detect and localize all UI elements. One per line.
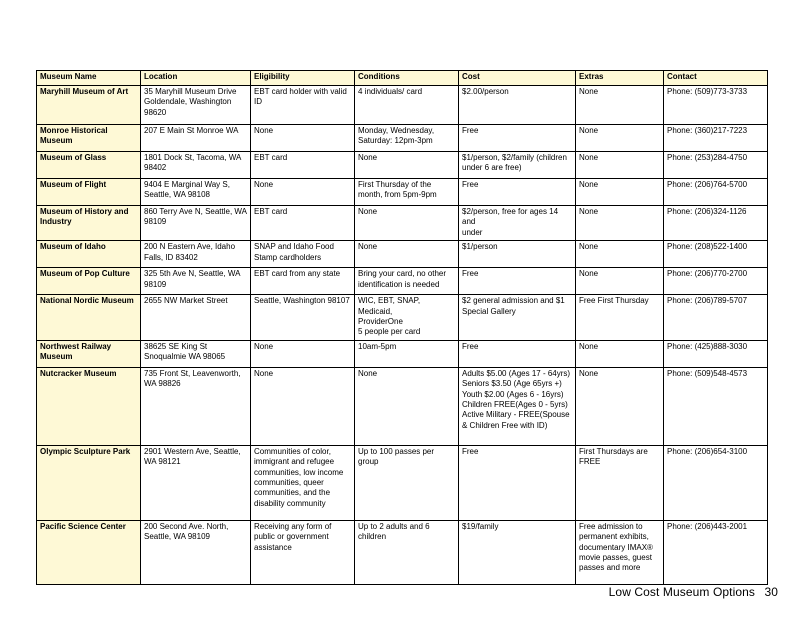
page-number: 30 xyxy=(764,585,778,599)
cost-line: $2/person, free for ages 14 and xyxy=(462,207,559,227)
cost-line: Free xyxy=(462,126,479,135)
contact-cell: Phone: (206)443-2001 xyxy=(664,520,768,584)
museum-name-cell: Museum of Pop Culture xyxy=(37,268,141,295)
eligibility-line: Communities of color, xyxy=(254,446,331,456)
location-line: 1801 Dock St, Tacoma, WA xyxy=(144,153,242,162)
cost-cell xyxy=(459,268,576,295)
extras-line: None xyxy=(579,269,599,279)
location-line: 735 Front St, Leavenworth, xyxy=(144,368,241,378)
location-cell xyxy=(141,367,251,445)
cost-line: $2.00/person xyxy=(462,87,509,96)
location-line: 98109 xyxy=(144,217,167,227)
extras-line: None xyxy=(579,242,599,252)
eligibility-line: communities, queer xyxy=(254,477,324,487)
table-row xyxy=(37,179,768,206)
cost-cell xyxy=(459,86,576,125)
eligibility-line: public or government xyxy=(254,532,329,542)
cost-cell xyxy=(459,295,576,341)
contact-cell: Phone: (425)888-3030 xyxy=(664,340,768,367)
museum-table xyxy=(36,70,768,585)
conditions-cell xyxy=(355,367,459,445)
extras-cell xyxy=(576,125,664,152)
extras-line: None xyxy=(579,368,599,378)
extras-line: permanent exhibits, xyxy=(579,532,649,542)
contact-cell: Phone: (509)773-3733 xyxy=(664,86,768,125)
eligibility-line: None xyxy=(254,368,274,378)
location-cell xyxy=(141,125,251,152)
eligibility-line: Stamp cardholders xyxy=(254,252,322,262)
location-cell xyxy=(141,268,251,295)
cost-line: Special Gallery xyxy=(462,306,516,316)
location-line: 98402 xyxy=(144,163,167,173)
location-line: WA 98121 xyxy=(144,457,181,467)
eligibility-line: communities, low income xyxy=(254,467,344,477)
extras-cell xyxy=(576,152,664,179)
location-cell xyxy=(141,445,251,520)
conditions-line: 4 individuals/ card xyxy=(358,87,423,96)
extras-cell xyxy=(576,340,664,367)
contact-cell: Phone: (206)764-5700 xyxy=(664,179,768,206)
cost-line: Active Military - FREE(Spouse xyxy=(462,410,570,420)
eligibility-cell xyxy=(251,86,355,125)
cost-line: Youth $2.00 (Ages 6 - 16yrs) xyxy=(462,389,564,399)
extras-line: None xyxy=(579,87,599,96)
extras-line: None xyxy=(579,180,599,189)
cost-line: under 6 are free) xyxy=(462,163,522,173)
table-row xyxy=(37,520,768,584)
cost-line: $1/person, $2/family (children xyxy=(462,153,567,162)
contact-cell: Phone: (253)284-4750 xyxy=(664,152,768,179)
museum-name-cell: Museum of History and Industry xyxy=(37,206,141,241)
location-line: Goldendale, Washington xyxy=(144,97,232,107)
conditions-cell xyxy=(355,125,459,152)
museum-name-cell: National Nordic Museum xyxy=(37,295,141,341)
extras-line: FREE xyxy=(579,457,601,467)
extras-line: First Thursdays are xyxy=(579,446,648,456)
extras-line: Free First Thursday xyxy=(579,296,649,306)
cost-cell xyxy=(459,125,576,152)
table-row xyxy=(37,152,768,179)
cost-line: Adults $5.00 (Ages 17 - 64yrs) xyxy=(462,368,571,378)
extras-line: None xyxy=(579,207,599,216)
extras-cell xyxy=(576,367,664,445)
contact-cell: Phone: (206)789-5707 xyxy=(664,295,768,341)
eligibility-cell xyxy=(251,241,355,268)
cost-line: Free xyxy=(462,341,479,351)
table-row xyxy=(37,86,768,125)
conditions-line: 5 people per card xyxy=(358,327,421,337)
conditions-line: None xyxy=(358,153,378,162)
eligibility-line: EBT card xyxy=(254,153,288,162)
cost-cell xyxy=(459,445,576,520)
eligibility-cell xyxy=(251,206,355,241)
header-museum-name: Museum Name xyxy=(37,71,141,86)
conditions-cell xyxy=(355,152,459,179)
conditions-cell xyxy=(355,268,459,295)
extras-cell xyxy=(576,241,664,268)
cost-line: Free xyxy=(462,269,479,279)
location-line: Seattle, WA 98108 xyxy=(144,190,210,200)
table-row xyxy=(37,445,768,520)
cost-cell xyxy=(459,520,576,584)
location-line: Seattle, WA 98109 xyxy=(144,532,210,542)
extras-cell xyxy=(576,206,664,241)
extras-cell xyxy=(576,295,664,341)
location-line: 98109 xyxy=(144,279,167,289)
cost-cell xyxy=(459,241,576,268)
location-cell xyxy=(141,86,251,125)
extras-cell xyxy=(576,445,664,520)
contact-cell: Phone: (208)522-1400 xyxy=(664,241,768,268)
eligibility-line: Seattle, Washington 98107 xyxy=(254,296,350,306)
eligibility-cell xyxy=(251,445,355,520)
cost-line: $2 general admission and $1 xyxy=(462,296,565,306)
header-eligibility: Eligibility xyxy=(251,71,355,86)
cost-line: & Children Free with ID) xyxy=(462,420,548,430)
cost-line: under xyxy=(462,227,483,237)
table-header-row xyxy=(37,71,768,86)
conditions-line: First Thursday of the xyxy=(358,180,432,189)
table-row xyxy=(37,367,768,445)
eligibility-cell xyxy=(251,152,355,179)
table-row xyxy=(37,241,768,268)
cost-line: $1/person xyxy=(462,242,498,252)
conditions-cell xyxy=(355,206,459,241)
eligibility-line: None xyxy=(254,126,274,135)
conditions-line: identification is needed xyxy=(358,279,440,289)
eligibility-line: assistance xyxy=(254,542,292,552)
extras-cell xyxy=(576,520,664,584)
extras-line: None xyxy=(579,126,599,135)
location-cell xyxy=(141,520,251,584)
museum-name-cell: Museum of Glass xyxy=(37,152,141,179)
location-line: 200 N Eastern Ave, Idaho xyxy=(144,242,236,252)
location-line: Falls, ID 83402 xyxy=(144,252,198,262)
conditions-cell xyxy=(355,340,459,367)
eligibility-cell xyxy=(251,520,355,584)
extras-cell xyxy=(576,86,664,125)
conditions-line: month, from 5pm-9pm xyxy=(358,190,437,200)
conditions-cell xyxy=(355,179,459,206)
eligibility-cell xyxy=(251,340,355,367)
location-line: 325 5th Ave N, Seattle, WA xyxy=(144,269,241,279)
location-line: 38625 SE King St xyxy=(144,341,208,351)
table-row xyxy=(37,295,768,341)
cost-cell xyxy=(459,340,576,367)
location-line: 2655 NW Market Street xyxy=(144,296,228,306)
conditions-line: WIC, EBT, SNAP, Medicaid, xyxy=(358,296,421,316)
eligibility-line: communities, and the xyxy=(254,488,331,498)
conditions-line: group xyxy=(358,457,379,467)
cost-cell xyxy=(459,206,576,241)
location-line: 9404 E Marginal Way S, xyxy=(144,180,230,189)
conditions-line: 10am-5pm xyxy=(358,341,397,351)
eligibility-line: None xyxy=(254,341,274,351)
conditions-line: Up to 2 adults and 6 xyxy=(358,521,430,531)
museum-name-cell: Nutcracker Museum xyxy=(37,367,141,445)
eligibility-cell xyxy=(251,125,355,152)
footer-title: Low Cost Museum Options xyxy=(608,585,755,599)
museum-name-cell: Northwest Railway Museum xyxy=(37,340,141,367)
conditions-line: ProviderOne xyxy=(358,316,403,326)
eligibility-line: EBT card from any state xyxy=(254,269,341,279)
extras-line: movie passes, guest xyxy=(579,552,652,562)
cost-cell xyxy=(459,152,576,179)
cost-line: Free xyxy=(462,180,479,189)
cost-cell xyxy=(459,179,576,206)
location-line: 207 E Main St Monroe WA xyxy=(144,126,239,135)
extras-cell xyxy=(576,268,664,295)
conditions-line: None xyxy=(358,207,378,216)
museum-name-cell: Museum of Flight xyxy=(37,179,141,206)
contact-cell: Phone: (206)654-3100 xyxy=(664,445,768,520)
eligibility-line: EBT card holder with valid xyxy=(254,87,347,96)
conditions-line: Saturday: 12pm-3pm xyxy=(358,136,433,146)
location-line: Snoqualmie WA 98065 xyxy=(144,352,226,362)
eligibility-line: ID xyxy=(254,97,262,107)
header-conditions: Conditions xyxy=(355,71,459,86)
eligibility-cell xyxy=(251,179,355,206)
page-footer xyxy=(609,585,778,599)
eligibility-cell xyxy=(251,367,355,445)
conditions-cell xyxy=(355,295,459,341)
eligibility-cell xyxy=(251,295,355,341)
table-row xyxy=(37,206,768,241)
header-cost: Cost xyxy=(459,71,576,86)
location-line: WA 98826 xyxy=(144,379,181,389)
extras-line: None xyxy=(579,341,599,351)
contact-cell: Phone: (206)770-2700 xyxy=(664,268,768,295)
eligibility-line: None xyxy=(254,180,274,189)
museum-name-cell: Monroe Historical Museum xyxy=(37,125,141,152)
extras-line: None xyxy=(579,153,599,162)
header-location: Location xyxy=(141,71,251,86)
conditions-line: None xyxy=(358,242,378,252)
extras-line: passes and more xyxy=(579,563,641,573)
contact-cell: Phone: (360)217-7223 xyxy=(664,125,768,152)
conditions-line: children xyxy=(358,532,387,542)
location-cell xyxy=(141,241,251,268)
location-line: 98620 xyxy=(144,107,167,117)
cost-line: Seniors $3.50 (Age 65yrs +) xyxy=(462,379,562,389)
museum-name-cell: Pacific Science Center xyxy=(37,520,141,584)
location-cell xyxy=(141,340,251,367)
eligibility-line: immigrant and refugee xyxy=(254,457,335,467)
eligibility-line: SNAP and Idaho Food xyxy=(254,242,334,252)
conditions-cell xyxy=(355,445,459,520)
museum-name-cell: Maryhill Museum of Art xyxy=(37,86,141,125)
cost-line: Free xyxy=(462,446,479,456)
table-row xyxy=(37,125,768,152)
conditions-cell xyxy=(355,241,459,268)
eligibility-cell xyxy=(251,268,355,295)
cost-line: Children FREE(Ages 0 - 5yrs) xyxy=(462,399,568,409)
conditions-line: Monday, Wednesday, xyxy=(358,126,435,135)
location-line: 200 Second Ave. North, xyxy=(144,521,229,531)
location-cell xyxy=(141,179,251,206)
conditions-cell xyxy=(355,86,459,125)
contact-cell: Phone: (509)548-4573 xyxy=(664,367,768,445)
header-extras: Extras xyxy=(576,71,664,86)
table-body xyxy=(37,86,768,585)
eligibility-line: disability community xyxy=(254,498,326,508)
museum-name-cell: Museum of Idaho xyxy=(37,241,141,268)
location-cell xyxy=(141,295,251,341)
table-row xyxy=(37,340,768,367)
conditions-cell xyxy=(355,520,459,584)
eligibility-line: EBT card xyxy=(254,207,288,216)
extras-line: documentary IMAX® xyxy=(579,542,653,552)
location-line: 2901 Western Ave, Seattle, xyxy=(144,446,241,456)
contact-cell: Phone: (206)324-1126 xyxy=(664,206,768,241)
extras-line: Free admission to xyxy=(579,521,643,531)
extras-cell xyxy=(576,179,664,206)
location-cell xyxy=(141,206,251,241)
conditions-line: Bring your card, no other xyxy=(358,269,447,279)
location-cell xyxy=(141,152,251,179)
eligibility-line: Receiving any form of xyxy=(254,521,332,531)
conditions-line: None xyxy=(358,368,378,378)
location-line: 860 Terry Ave N, Seattle, WA xyxy=(144,207,248,216)
location-line: 35 Maryhill Museum Drive xyxy=(144,87,237,96)
table-row xyxy=(37,268,768,295)
cost-cell xyxy=(459,367,576,445)
header-contact: Contact xyxy=(664,71,768,86)
conditions-line: Up to 100 passes per xyxy=(358,446,435,456)
museum-name-cell: Olympic Sculpture Park xyxy=(37,445,141,520)
cost-line: $19/family xyxy=(462,521,499,531)
